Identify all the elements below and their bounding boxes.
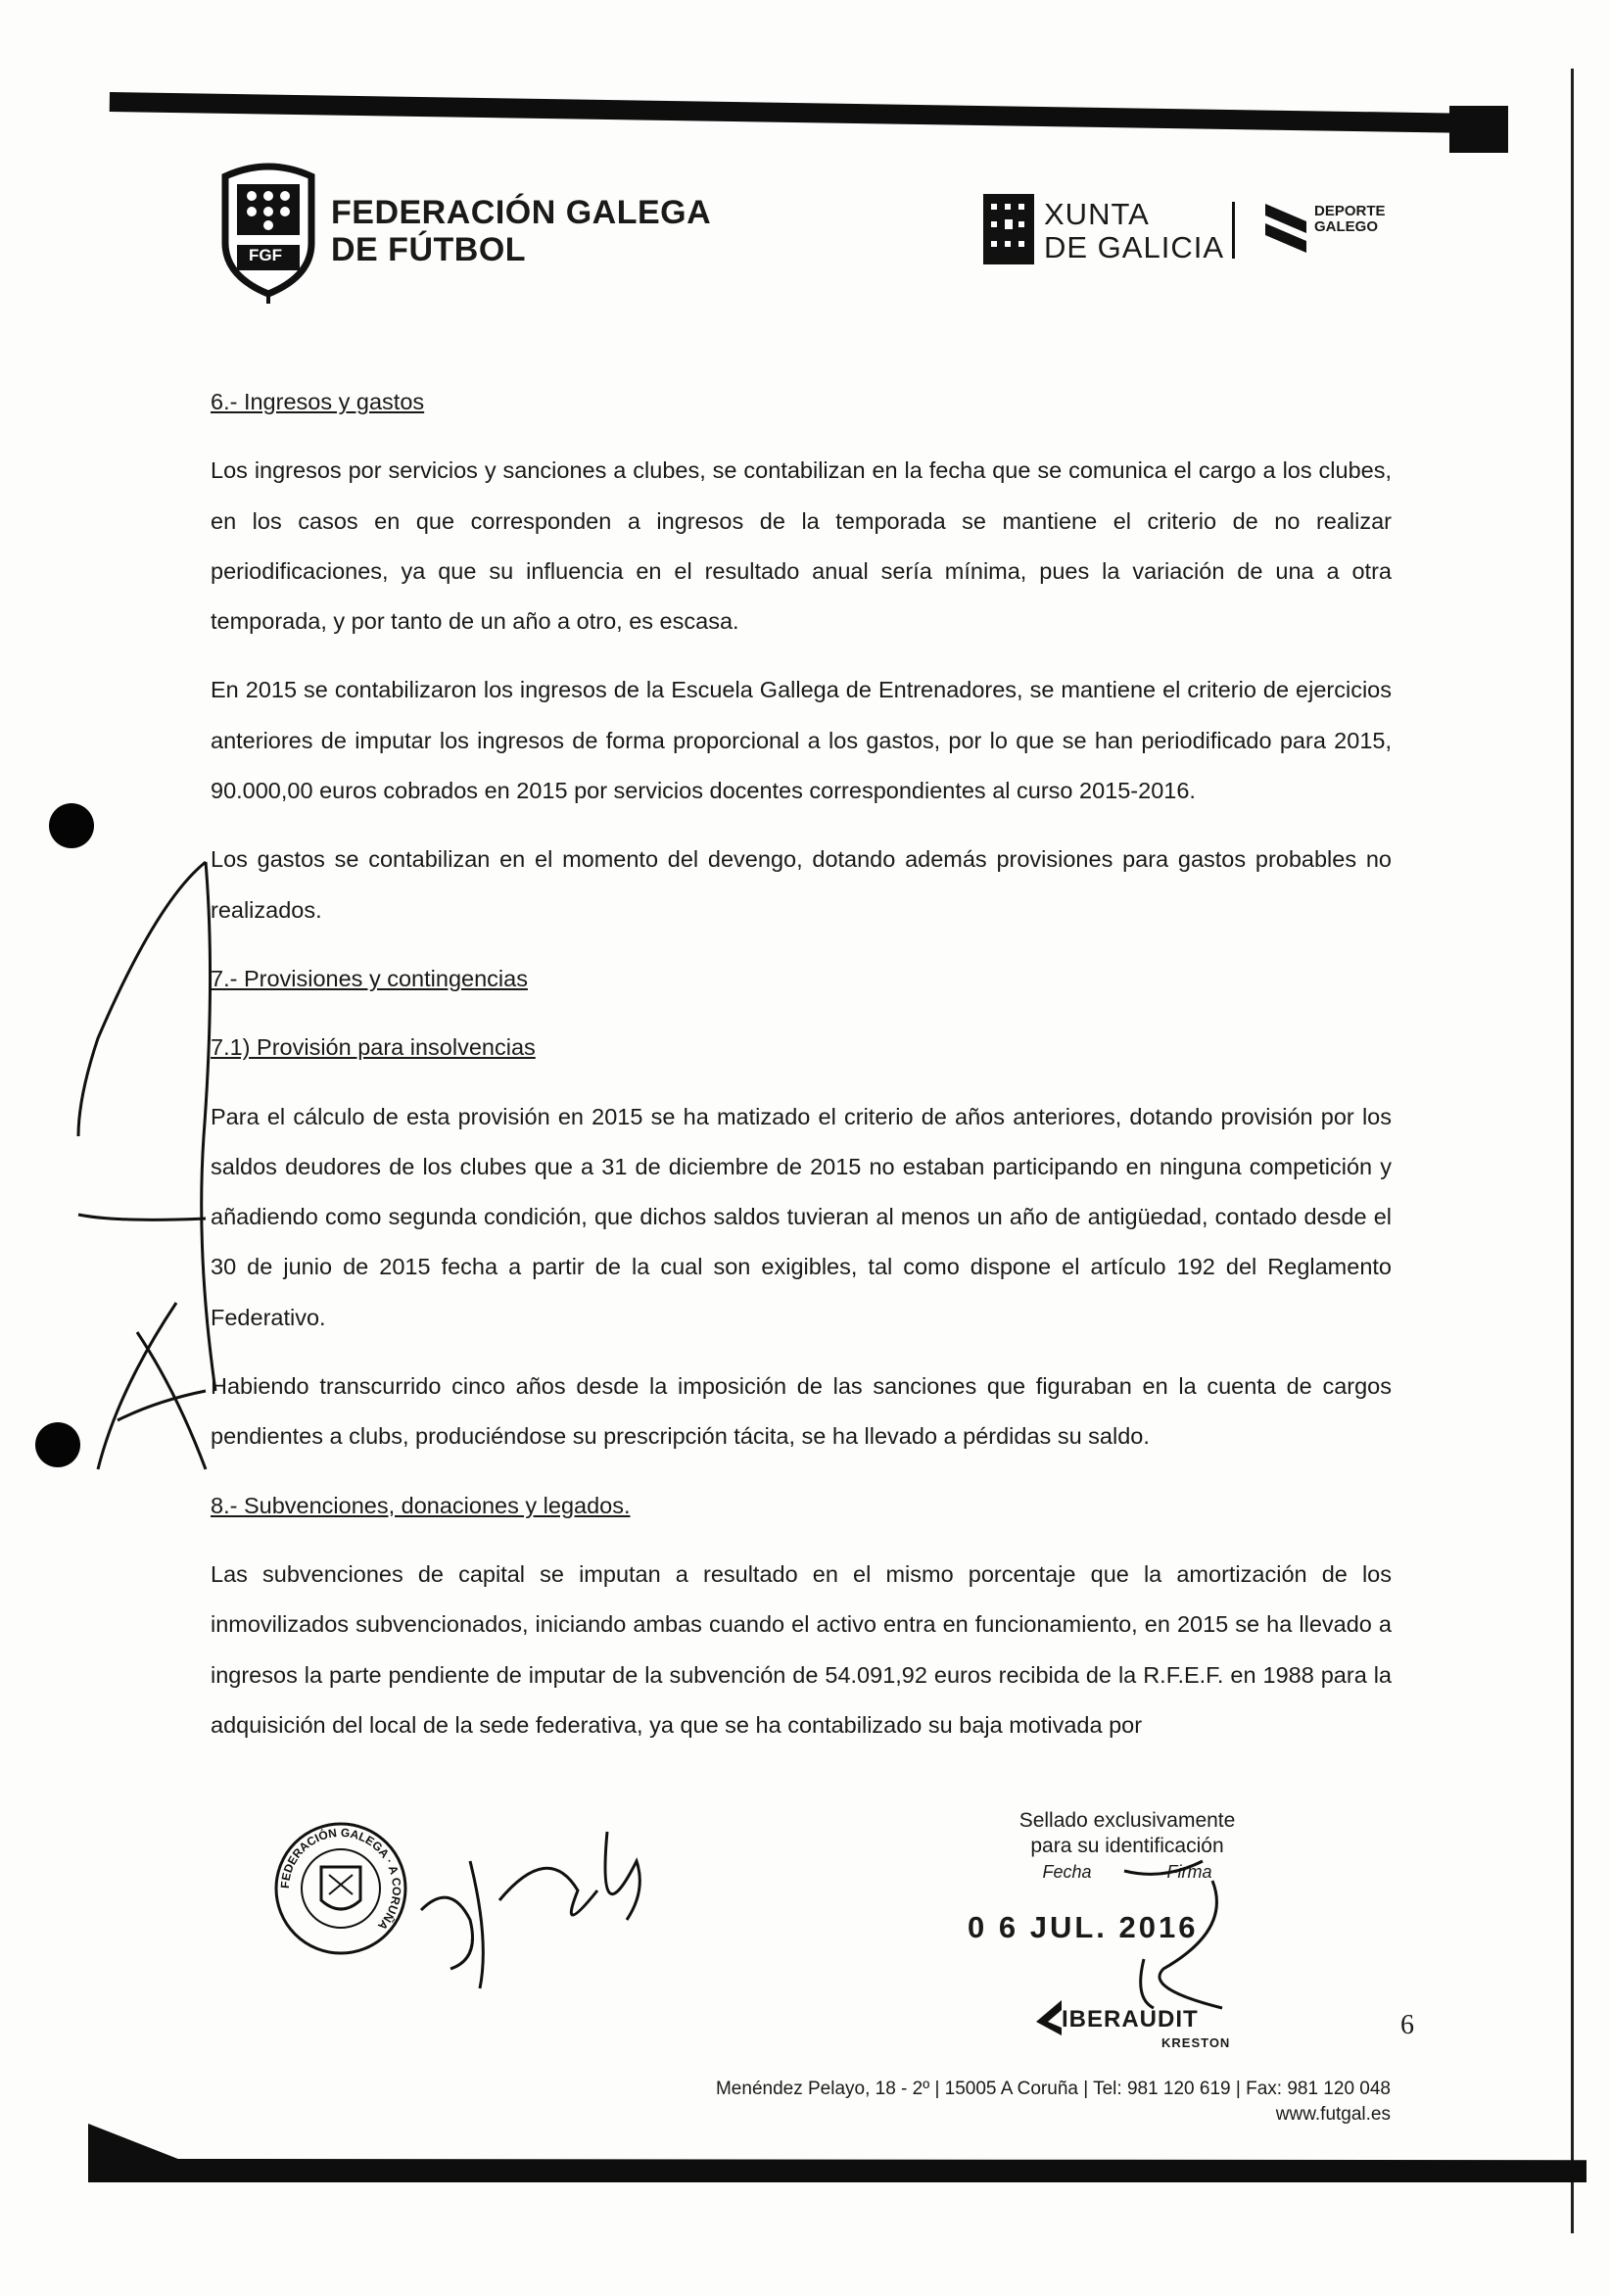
xunta-name <box>1044 198 1224 264</box>
signature-scribble <box>411 1802 656 1998</box>
section-7-title: 7.- Provisiones y contingencias <box>211 965 528 991</box>
stamp-fecha-label: Fecha <box>1042 1862 1092 1882</box>
bottom-border-bar <box>88 2124 1586 2182</box>
fgf-name-line1: FEDERACIÓN GALEGA <box>331 194 712 231</box>
fgf-name <box>331 194 711 268</box>
stamp-line2: para su identificación <box>1030 1835 1224 1857</box>
document-body <box>211 377 1392 1769</box>
top-border-bar <box>110 92 1505 133</box>
top-border-bar-end <box>1449 106 1508 153</box>
xunta-line2: DE GALICIA <box>1044 230 1224 264</box>
section-8-paragraph-1: Las subvenciones de capital se imputan a resultado en el mismo porcentaje que la amortización de los inmovilizados subvencionados, iniciando ambas cuando el activo entra en funcionamiento, en 2015 se ha llevado a ingresos la parte pendiente de imputar de la subvención de 54.091,92 euros recibida de la R.F.E.F. en 1988 para la adquisición del local de la sede federativa, ya que se ha contabilizado su baja motivada por <box>211 1560 1392 1738</box>
footer-address: Menéndez Pelayo, 18 - 2º | 15005 A Coruña | Tel: 981 120 619 | Fax: 981 120 048 <box>715 2079 1391 2099</box>
xunta-shield-icon <box>983 194 1034 264</box>
section-6-paragraph-3: Los gastos se contabilizan en el momento del devengo, dotando además provisiones para gastos probables no realizados. <box>211 846 1392 923</box>
stamp-firma-label: Firma <box>1166 1862 1212 1882</box>
logo-separator <box>1232 202 1235 259</box>
section-7-1-paragraph-2: Habiendo transcurrido cinco años desde la imposición de las sanciones que figuraban en la cuenta de cargos pendientes a clubs, produciéndose su prescripción tácita, se ha llevado a pérdidas su saldo. <box>211 1373 1392 1450</box>
deporte-line1: DEPORTE <box>1314 203 1386 219</box>
section-7-1-paragraph-1: Para el cálculo de esta provisión en 2015 se ha matizado el criterio de años anteriores, dotando provisión por los saldos deudores de los clubes que a 31 de diciembre de 2015 no estaban participando en ninguna competición y añadiendo como segunda condición, que dichos saldos tuvieran al menos un año de antigüedad, contado desde el 30 de junio de 2015 fecha a partir de la cual son exigibles, tal como dispone el artículo 192 del Reglamento Federativo. <box>211 1103 1392 1330</box>
seal-ring-text: FEDERACIÓN GALEGA · A CORUÑA <box>277 1825 404 1934</box>
footer <box>666 2077 1391 2128</box>
auditor-sub: KRESTON <box>1161 2035 1231 2050</box>
stamp-line1: Sellado exclusivamente <box>1018 1809 1236 1832</box>
deporte-galego-icon <box>1261 200 1310 257</box>
fgf-crest-icon <box>217 157 319 304</box>
section-6-paragraph-2: En 2015 se contabilizaron los ingresos de la Escuela Gallega de Entrenadores, se mantiene el criterio de ejercicios anteriores de imputar los ingresos de forma proporcional a los gastos, por lo que se han periodificado para 2015, 90.000,00 euros cobrados en 2015 por servicios docentes correspondientes al curso 2015-2016. <box>211 677 1392 804</box>
stamp-initials-scribble <box>1105 1842 1242 2018</box>
section-7-1-title: 7.1) Provisión para insolvencias <box>211 1034 536 1061</box>
fgf-name-line2: DE FÚTBOL <box>331 231 527 268</box>
xunta-line1: XUNTA <box>1044 197 1150 231</box>
page-edge-line <box>1571 69 1574 2233</box>
section-6-title: 6.- Ingresos y gastos <box>211 389 425 414</box>
page-number: 6 <box>1400 2010 1414 2040</box>
stamp-date: 0 6 JUL. 2016 <box>968 1910 1199 1944</box>
fgf-round-seal-icon <box>272 1820 409 1957</box>
fgf-badge-text: FGF <box>249 246 282 264</box>
deporte-line2: GALEGO <box>1314 218 1379 235</box>
footer-web: www.futgal.es <box>1275 2104 1391 2125</box>
section-6-paragraph-1: Los ingresos por servicios y sanciones a clubes, se contabilizan en la fecha que se comunica el cargo a los clubes, en los casos en que corresponden a ingresos de la temporada se mantiene el criterio de no realizar periodificaciones, ya que su influencia en el resultado anual sería mínima, pues la variación de una a otra temporada, y por tanto de un año a otro, es escasa. <box>211 457 1392 635</box>
section-8-title: 8.- Subvenciones, donaciones y legados. <box>211 1492 631 1518</box>
auditor-name: IBERAUDIT <box>1062 2006 1199 2033</box>
deporte-galego-name <box>1314 204 1386 235</box>
margin-handwriting-marks <box>59 842 235 1528</box>
